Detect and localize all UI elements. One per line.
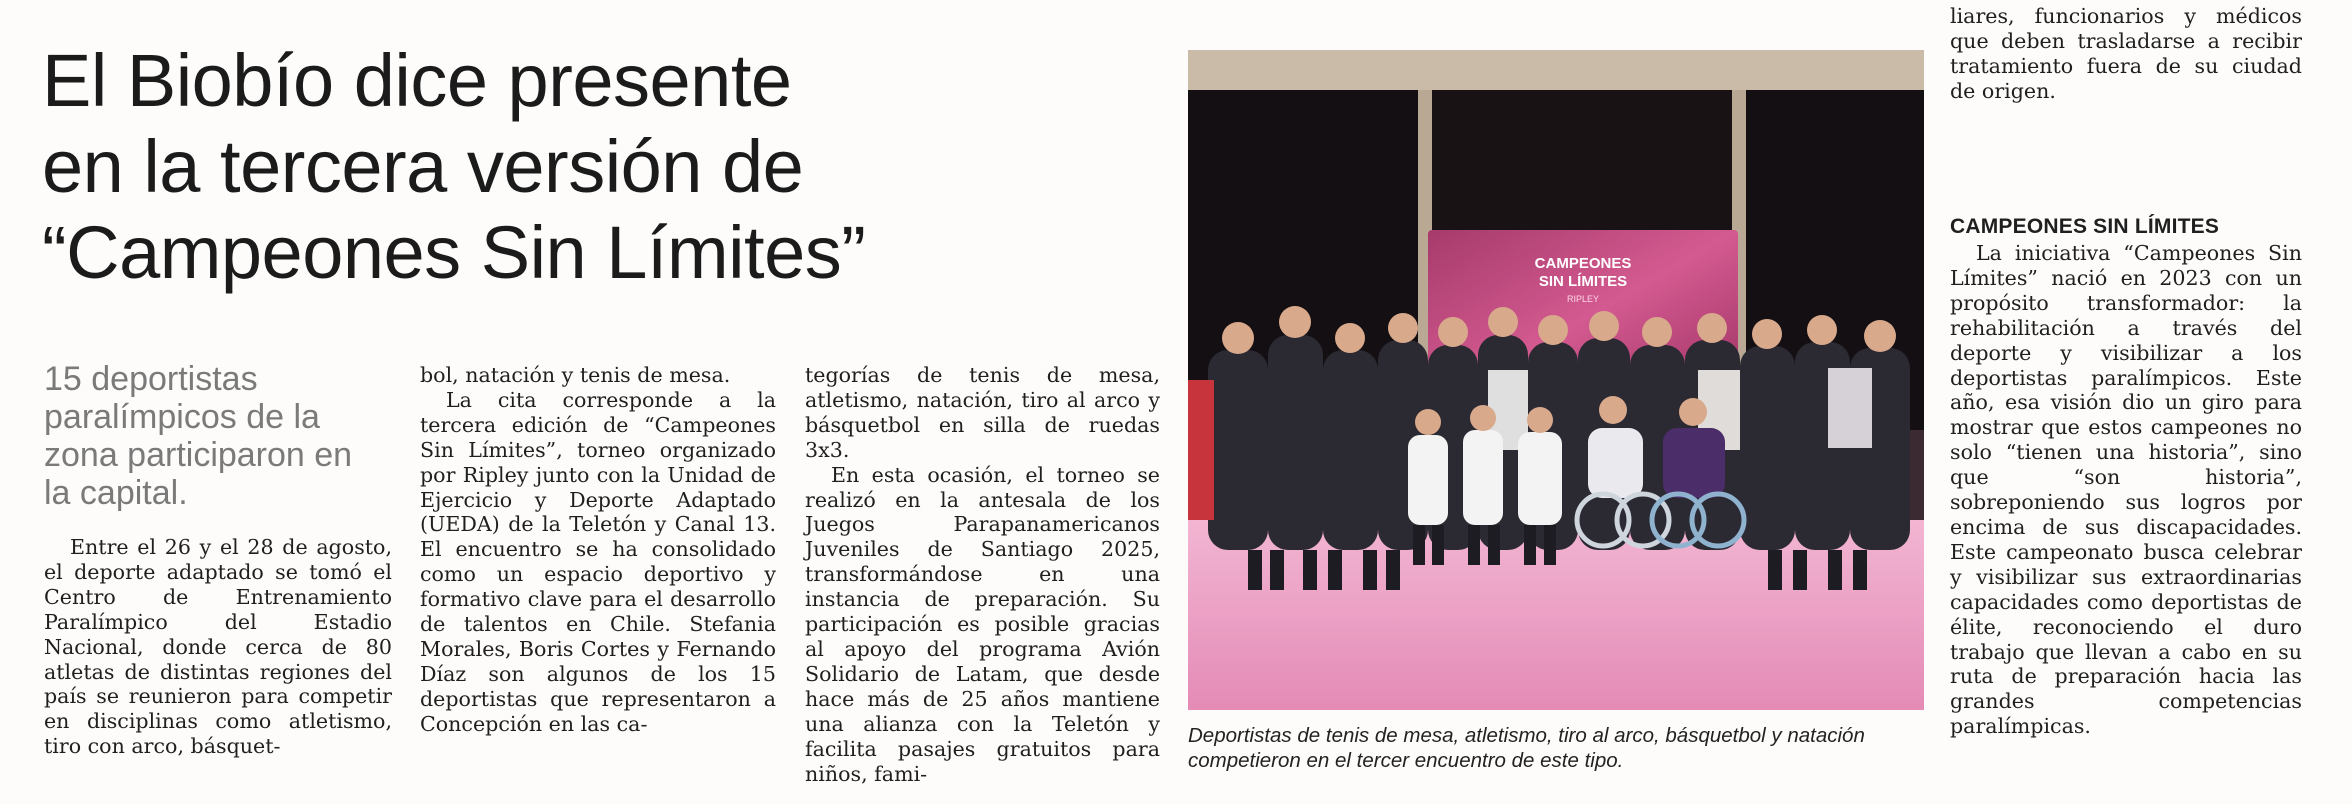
screen-text-1: CAMPEONES	[1534, 255, 1632, 272]
screen-text-3: RIPLEY	[1566, 294, 1600, 304]
section-title: CAMPEONES SIN LÍMITES	[1950, 215, 2220, 238]
headline-line-2: en la tercera versión de	[42, 125, 804, 208]
event-photo	[1188, 50, 1924, 710]
headline-line-3: “Campeones Sin Límites”	[42, 211, 866, 294]
ceiling	[1188, 50, 1924, 90]
body-column-3	[805, 363, 1160, 786]
col1-paragraph: Entre el 26 y el 28 de agosto, el deporte adaptado se tomó el Centro de Entrenamiento Paralímpico del Estadio Nacional, donde cerca de 80 atletas de distintas regiones del país se reunieron para competir en disciplinas como atletismo, tiro con arco, básquet-	[44, 535, 392, 759]
col4-paragraph-2: La iniciativa “Campeones Sin Límites” nació en 2023 con un propósito transformador: la rehabilitación a través del deporte y visibilizar a los deportistas paralímpicos. Este año, esa visión dio un giro para mostrar que estos campeones no solo “tienen una historia”, sino que “son historia”, sobreponiendo sus logros por encima de sus discapacidades. Este campeonato busca celebrar y visibilizar sus extraordinarias capacidades como deportistas de élite, reconociendo el duro trabajo que llevan a cabo en su ruta de preparación hacia las grandes competencias paralímpicas.	[1950, 241, 2302, 739]
col3-paragraph-2: En esta ocasión, el torneo se realizó en la antesala de los Juegos Parapanamericanos Juveniles de Santiago 2025, transformándose en una instancia de preparación. Su participación es posible gracias al apoyo del programa Avión Solidario de Latam, que desde hace más de 25 años mantiene una alianza con la Teletón y facilita pasajes gratuitos para niños, fami-	[805, 462, 1160, 786]
subhead: 15 deportistas paralímpicos de la zona participaron en la capital.	[44, 360, 353, 512]
body-column-4	[1950, 4, 2302, 104]
col2-paragraph-1: bol, natación y tenis de mesa.	[420, 363, 731, 387]
body-column-1	[44, 535, 392, 759]
body-column-2	[420, 363, 776, 737]
headline	[42, 38, 1162, 296]
event-photo-illustration	[1188, 50, 1924, 710]
headline-line-1: El Biobío dice presente	[42, 39, 792, 122]
screen-text-2: SIN LÍMITES	[1538, 273, 1628, 290]
col3-paragraph-1: tegorías de tenis de mesa, atletismo, natación, tiro al arco y básquetbol en silla de ruedas 3x3.	[805, 363, 1160, 462]
sidebar-section	[1950, 213, 2302, 739]
col4-paragraph-1: liares, funcionarios y médicos que deben trasladarse a recibir tratamiento fuera de su ciudad de origen.	[1950, 4, 2302, 103]
photo-caption: Deportistas de tenis de mesa, atletismo, tiro al arco, básquetbol y natación competieron en el tercer encuentro de este tipo.	[1188, 724, 1865, 772]
col2-paragraph-2: La cita corresponde a la tercera edición de “Campeones Sin Límites”, torneo organizado por Ripley junto con la Unidad de Ejercicio y Deporte Adaptado (UEDA) de la Teletón y Canal 13. El encuentro se ha consolidado como un espacio deportivo y formativo clave para el desarrollo de talentos en Chile. Stefania Morales, Boris Cortes y Fernando Díaz son algunos de los 15 deportistas que representaron a Concepción en las ca-	[420, 387, 776, 736]
